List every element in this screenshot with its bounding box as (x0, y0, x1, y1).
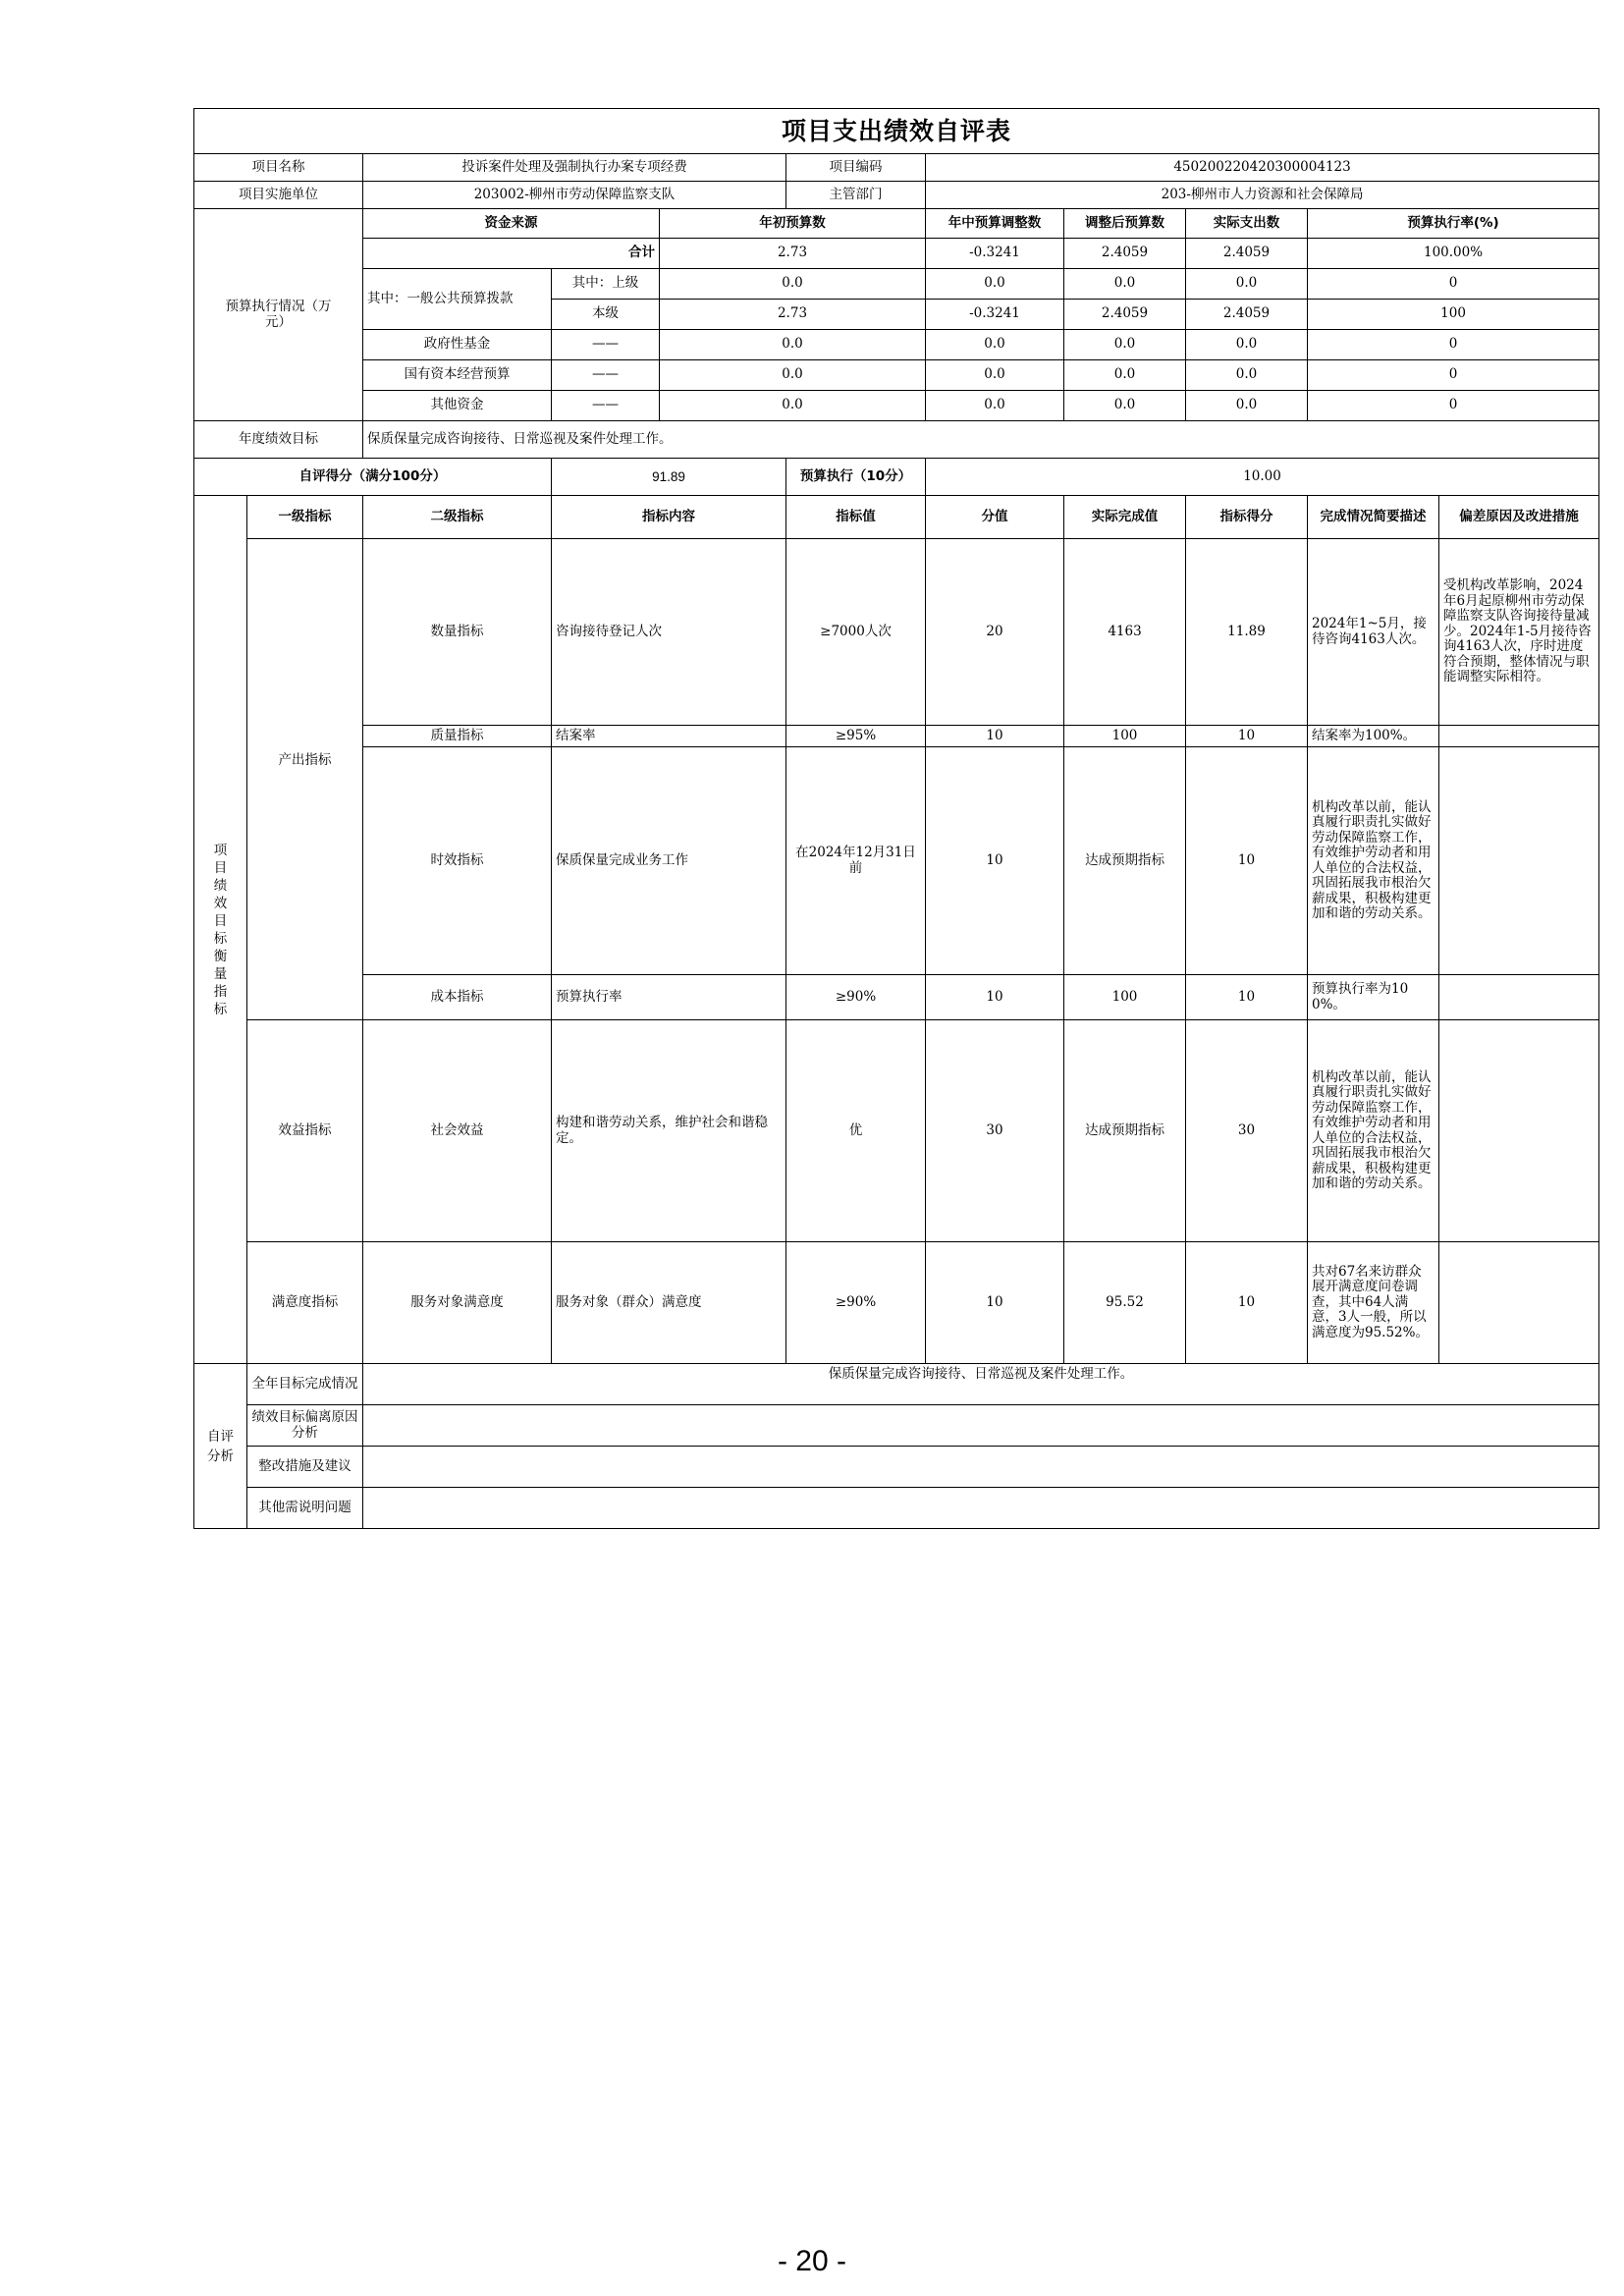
budget-total-adjusted: 2.4059 (1064, 239, 1186, 269)
ind-score: 30 (1186, 1020, 1308, 1242)
budget-govfund-rate: 0 (1308, 330, 1599, 360)
self-eval-value (363, 1447, 1599, 1488)
project-name-label: 项目名称 (194, 154, 363, 182)
budget-total-adjust: -0.3241 (926, 239, 1064, 269)
ind-deviation (1439, 1242, 1599, 1364)
budget-upper-initial: 0.0 (660, 269, 926, 300)
ind-content: 服务对象（群众）满意度 (552, 1242, 786, 1364)
ind-actual: 95.52 (1064, 1242, 1186, 1364)
budget-statecapital-actual: 0.0 (1186, 360, 1308, 391)
output-indicator-label: 产出指标 (247, 539, 363, 1020)
dept-label: 主管部门 (786, 182, 926, 209)
budget-other-adjust: 0.0 (926, 391, 1064, 421)
annual-goal-label: 年度绩效目标 (194, 421, 363, 459)
self-eval-row (194, 1447, 1599, 1488)
ind-header-content: 指标内容 (552, 496, 786, 539)
budget-govfund-dash: —— (552, 330, 660, 360)
ind-deviation: 受机构改革影响，2024年6月起原柳州市劳动保障监察支队咨询接待量减少。2024年1-5月接待咨询4163人次，序时进度符合预期，整体情况与职能调整实际相符。 (1439, 539, 1599, 726)
budget-local-actual: 2.4059 (1186, 300, 1308, 330)
project-unit-row (194, 182, 1599, 209)
ind-points: 10 (926, 1242, 1064, 1364)
self-eval-value (363, 1405, 1599, 1447)
ind-content: 结案率 (552, 726, 786, 747)
self-eval-section-label (194, 1364, 247, 1529)
ind-content: 构建和谐劳动关系，维护社会和谐稳定。 (552, 1020, 786, 1242)
title-row (194, 109, 1599, 154)
ind-target: 优 (786, 1020, 926, 1242)
satisfaction-indicator-label: 满意度指标 (247, 1242, 363, 1364)
budget-total-initial: 2.73 (660, 239, 926, 269)
budget-header-actual: 实际支出数 (1186, 209, 1308, 239)
indicator-header-row (194, 496, 1599, 539)
ind-header-actual: 实际完成值 (1064, 496, 1186, 539)
performance-evaluation-form (193, 108, 1595, 1542)
project-unit-value: 203002-柳州市劳动保障监察支队 (363, 182, 786, 209)
self-eval-label: 整改措施及建议 (247, 1447, 363, 1488)
ind-target: ≥90% (786, 975, 926, 1020)
budget-statecapital-adjust: 0.0 (926, 360, 1064, 391)
budget-govfund-actual: 0.0 (1186, 330, 1308, 360)
form-title: 项目支出绩效自评表 (194, 109, 1599, 154)
indicator-row (194, 1242, 1599, 1364)
ind-desc: 机构改革以前，能认真履行职责扎实做好劳动保障监察工作，有效维护劳动者和用人单位的合法权益，巩固拓展我市根治欠薪成果，积极构建更加和谐的劳动关系。 (1308, 1020, 1439, 1242)
ind-level2: 质量指标 (363, 726, 552, 747)
ind-desc: 预算执行率为100%。 (1308, 975, 1439, 1020)
self-eval-row (194, 1488, 1599, 1529)
indicator-row (194, 726, 1599, 747)
self-eval-label: 绩效目标偏离原因分析 (247, 1405, 363, 1447)
ind-level2: 成本指标 (363, 975, 552, 1020)
budget-statecapital-row (194, 360, 1599, 391)
budget-other-label: 其他资金 (363, 391, 552, 421)
budget-statecapital-adjusted: 0.0 (1064, 360, 1186, 391)
ind-actual: 100 (1064, 975, 1186, 1020)
ind-desc: 共对67名来访群众展开满意度问卷调查，其中64人满意，3人一般，所以满意度为95.52%。 (1308, 1242, 1439, 1364)
budget-other-adjusted: 0.0 (1064, 391, 1186, 421)
budget-total-label: 合计 (363, 239, 660, 269)
budget-other-initial: 0.0 (660, 391, 926, 421)
ind-content: 咨询接待登记人次 (552, 539, 786, 726)
budget-upper-label: 其中：上级 (552, 269, 660, 300)
project-code-value: 450200220420300004123 (926, 154, 1599, 182)
project-name-value: 投诉案件处理及强制执行办案专项经费 (363, 154, 786, 182)
indicator-section-label (194, 496, 247, 1364)
budget-total-row (194, 239, 1599, 269)
indicator-section-text: 项目绩效目标衡量指标 (213, 842, 228, 1017)
ind-level2: 社会效益 (363, 1020, 552, 1242)
ind-header-level2: 二级指标 (363, 496, 552, 539)
budget-statecapital-rate: 0 (1308, 360, 1599, 391)
ind-desc: 结案率为100%。 (1308, 726, 1439, 747)
ind-level2: 数量指标 (363, 539, 552, 726)
ind-header-points: 分值 (926, 496, 1064, 539)
budget-govfund-label: 政府性基金 (363, 330, 552, 360)
ind-score: 10 (1186, 1242, 1308, 1364)
ind-header-target: 指标值 (786, 496, 926, 539)
ind-target: ≥7000人次 (786, 539, 926, 726)
page-number: - 20 - (777, 2245, 847, 2277)
ind-points: 10 (926, 975, 1064, 1020)
budget-other-dash: —— (552, 391, 660, 421)
budget-header-adjust: 年中预算调整数 (926, 209, 1064, 239)
self-eval-label: 其他需说明问题 (247, 1488, 363, 1529)
ind-score: 11.89 (1186, 539, 1308, 726)
budget-general-label: 其中：一般公共预算拨款 (363, 269, 552, 330)
budget-header-rate: 预算执行率(%) (1308, 209, 1599, 239)
ind-target: 在2024年12月31日前 (786, 747, 926, 975)
indicator-row (194, 747, 1599, 975)
ind-content: 预算执行率 (552, 975, 786, 1020)
self-eval-label: 全年目标完成情况 (247, 1364, 363, 1405)
ind-target: ≥95% (786, 726, 926, 747)
ind-target: ≥90% (786, 1242, 926, 1364)
budget-statecapital-initial: 0.0 (660, 360, 926, 391)
ind-content: 保质保量完成业务工作 (552, 747, 786, 975)
budget-other-rate: 0 (1308, 391, 1599, 421)
budget-local-adjust: -0.3241 (926, 300, 1064, 330)
budget-govfund-initial: 0.0 (660, 330, 926, 360)
budget-upper-actual: 0.0 (1186, 269, 1308, 300)
project-unit-label: 项目实施单位 (194, 182, 363, 209)
budget-local-label: 本级 (552, 300, 660, 330)
budget-statecapital-label: 国有资本经营预算 (363, 360, 552, 391)
form-table (193, 108, 1599, 1529)
ind-header-desc: 完成情况简要描述 (1308, 496, 1439, 539)
budget-section-label: 预算执行情况（万元） (194, 209, 363, 421)
benefit-indicator-label: 效益指标 (247, 1020, 363, 1242)
score-row (194, 459, 1599, 496)
budget-upper-row (194, 269, 1599, 300)
budget-total-actual: 2.4059 (1186, 239, 1308, 269)
ind-actual: 100 (1064, 726, 1186, 747)
budget-total-rate: 100.00% (1308, 239, 1599, 269)
self-eval-row (194, 1364, 1599, 1405)
budget-upper-adjust: 0.0 (926, 269, 1064, 300)
budget-header-row (194, 209, 1599, 239)
budget-local-rate: 100 (1308, 300, 1599, 330)
ind-header-level1: 一级指标 (247, 496, 363, 539)
ind-header-deviation: 偏差原因及改进措施 (1439, 496, 1599, 539)
budget-local-adjusted: 2.4059 (1064, 300, 1186, 330)
budget-other-row (194, 391, 1599, 421)
dept-value: 203-柳州市人力资源和社会保障局 (926, 182, 1599, 209)
ind-points: 30 (926, 1020, 1064, 1242)
budget-upper-adjusted: 0.0 (1064, 269, 1186, 300)
budget-header-source: 资金来源 (363, 209, 660, 239)
ind-desc: 机构改革以前，能认真履行职责扎实做好劳动保障监察工作，有效维护劳动者和用人单位的合法权益，巩固拓展我市根治欠薪成果，积极构建更加和谐的劳动关系。 (1308, 747, 1439, 975)
score-value: 91.89 (552, 459, 786, 496)
ind-actual: 达成预期指标 (1064, 747, 1186, 975)
budget-header-adjusted: 调整后预算数 (1064, 209, 1186, 239)
self-eval-value: 保质保量完成咨询接待、日常巡视及案件处理工作。 (363, 1364, 1599, 1405)
ind-deviation (1439, 1020, 1599, 1242)
ind-actual: 达成预期指标 (1064, 1020, 1186, 1242)
budget-other-actual: 0.0 (1186, 391, 1308, 421)
ind-deviation (1439, 726, 1599, 747)
budget-govfund-adjust: 0.0 (926, 330, 1064, 360)
ind-level2: 服务对象满意度 (363, 1242, 552, 1364)
budget-exec-label: 预算执行（10分） (786, 459, 926, 496)
ind-actual: 4163 (1064, 539, 1186, 726)
ind-points: 10 (926, 747, 1064, 975)
score-label: 自评得分（满分100分） (194, 459, 552, 496)
ind-deviation (1439, 747, 1599, 975)
ind-deviation (1439, 975, 1599, 1020)
ind-score: 10 (1186, 747, 1308, 975)
indicator-row (194, 1020, 1599, 1242)
ind-level2: 时效指标 (363, 747, 552, 975)
self-eval-value (363, 1488, 1599, 1529)
self-eval-row (194, 1405, 1599, 1447)
ind-points: 20 (926, 539, 1064, 726)
self-eval-section-text: 自评分析 (207, 1428, 234, 1464)
ind-header-score: 指标得分 (1186, 496, 1308, 539)
budget-govfund-adjusted: 0.0 (1064, 330, 1186, 360)
indicator-row (194, 539, 1599, 726)
ind-score: 10 (1186, 975, 1308, 1020)
ind-points: 10 (926, 726, 1064, 747)
budget-govfund-row (194, 330, 1599, 360)
budget-header-initial: 年初预算数 (660, 209, 926, 239)
annual-goal-value: 保质保量完成咨询接待、日常巡视及案件处理工作。 (363, 421, 1599, 459)
budget-statecapital-dash: —— (552, 360, 660, 391)
indicator-row (194, 975, 1599, 1020)
ind-score: 10 (1186, 726, 1308, 747)
ind-desc: 2024年1~5月，接待咨询4163人次。 (1308, 539, 1439, 726)
annual-goal-row (194, 421, 1599, 459)
budget-local-initial: 2.73 (660, 300, 926, 330)
budget-exec-value: 10.00 (926, 459, 1599, 496)
budget-upper-rate: 0 (1308, 269, 1599, 300)
project-name-row (194, 154, 1599, 182)
project-code-label: 项目编码 (786, 154, 926, 182)
